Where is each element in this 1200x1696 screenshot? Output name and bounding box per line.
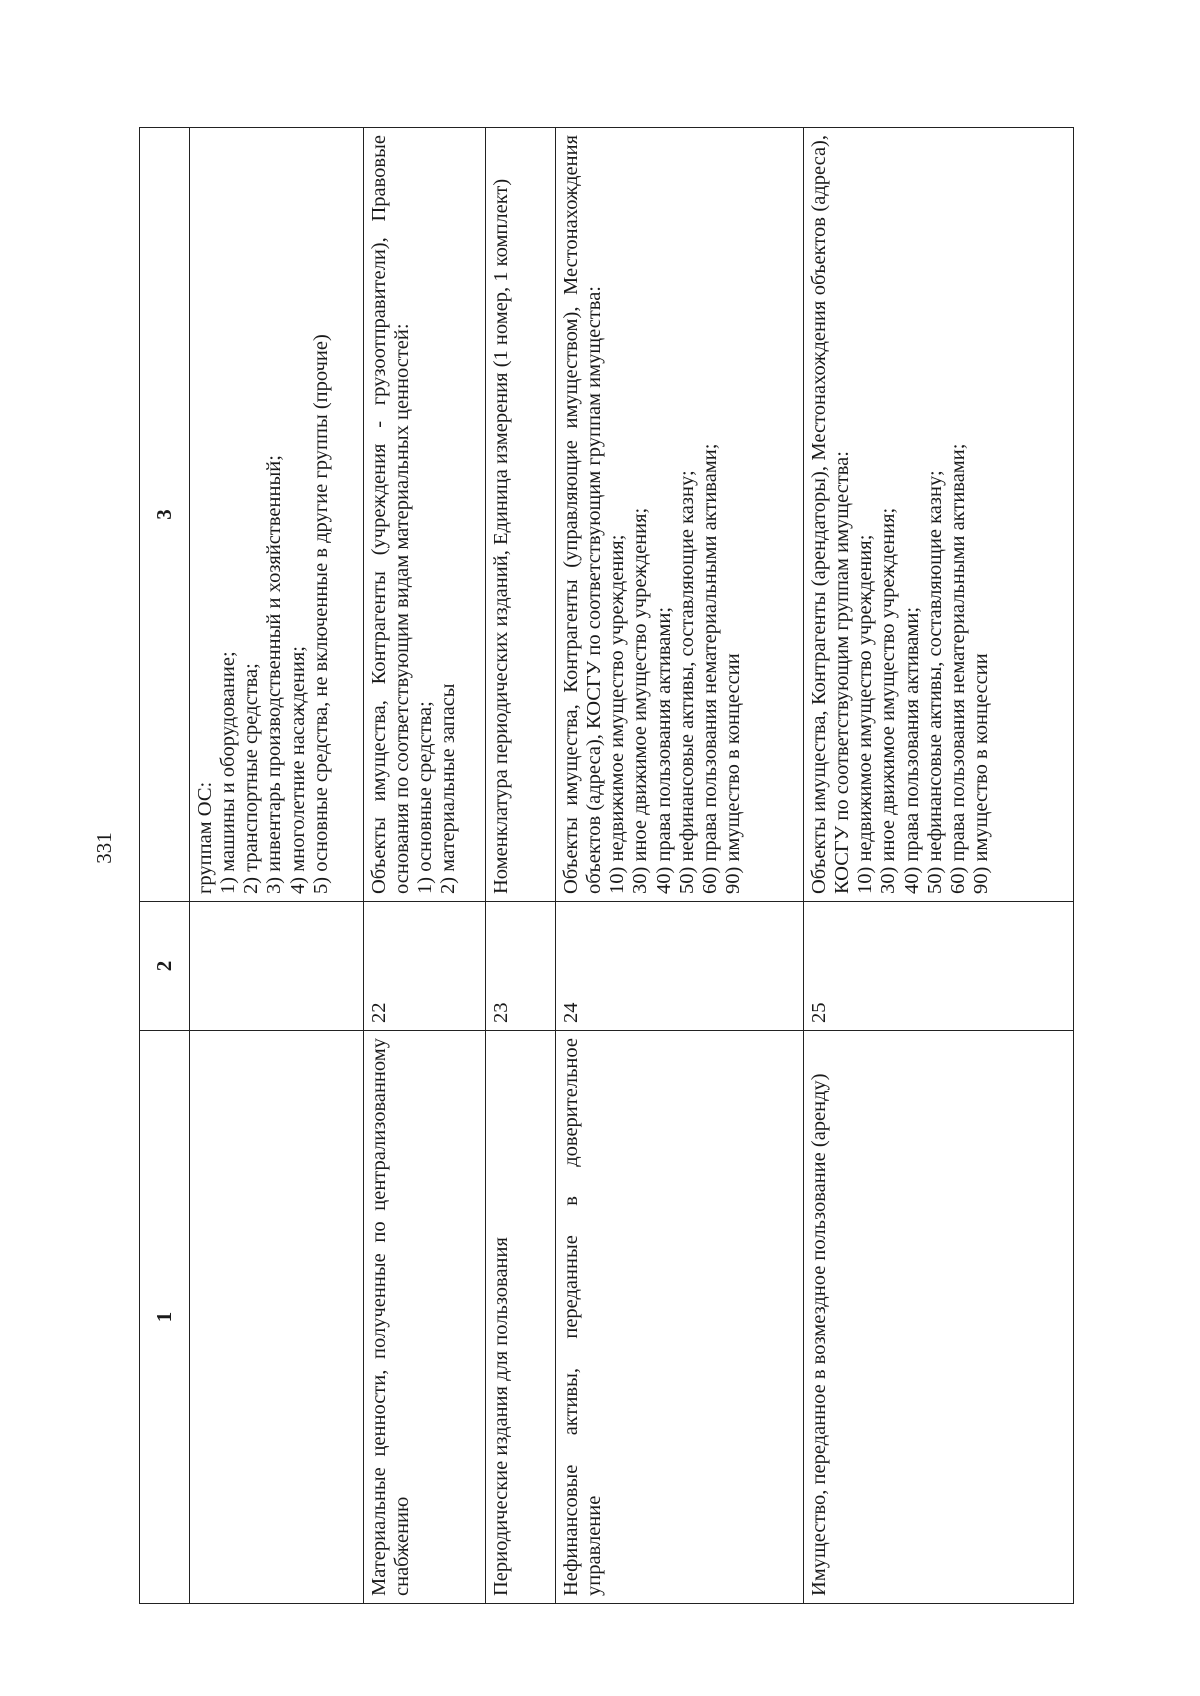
table-row bbox=[556, 128, 804, 1604]
page-number: 331 bbox=[92, 832, 116, 864]
analytics-line: Номенклатура периодических изданий, Единица измерения (1 номер, 1 комплект) bbox=[490, 178, 512, 894]
analytics-line: 60) права пользования нематериальными активами; bbox=[698, 443, 721, 894]
row-analytics bbox=[804, 128, 1074, 902]
analytics-line: 50) нефинансовые активы, составляющие казну; bbox=[675, 470, 698, 894]
row-analytics bbox=[364, 128, 486, 902]
analytics-line: 90) имущество в концессии bbox=[722, 653, 745, 894]
analytics-line: 30) иное движимое имущество учреждения; bbox=[877, 507, 900, 894]
row-name: Периодические издания для пользования bbox=[486, 1031, 556, 1604]
analytics-line: 60) права пользования нематериальными активами; bbox=[946, 443, 969, 894]
row-code: 23 bbox=[486, 902, 556, 1031]
analytics-line: 1) машины и оборудование; bbox=[217, 651, 240, 894]
row-name bbox=[190, 1031, 364, 1604]
header-col-1: 1 bbox=[140, 1031, 190, 1604]
accounting-table bbox=[139, 127, 1074, 1604]
analytics-line: группам ОС: bbox=[194, 781, 216, 894]
row-name: Материальные ценности, полученные по централизованному снабжению bbox=[364, 1031, 486, 1604]
analytics-line: 3) инвентарь производственный и хозяйственный; bbox=[263, 455, 286, 894]
row-analytics bbox=[190, 128, 364, 902]
row-analytics bbox=[486, 128, 556, 902]
row-code: 25 bbox=[804, 902, 1074, 1031]
analytics-line: 40) права пользования активами; bbox=[652, 606, 675, 894]
analytics-line: 90) имущество в концессии bbox=[970, 653, 993, 894]
analytics-line: 2) материальные запасы bbox=[437, 683, 460, 894]
analytics-line: 50) нефинансовые активы, составляющие казну; bbox=[923, 470, 946, 894]
row-name: Имущество, переданное в возмездное пользование (аренду) bbox=[804, 1031, 1074, 1604]
table-header-row bbox=[140, 128, 190, 1604]
analytics-line: 2) транспортные средства; bbox=[240, 663, 263, 894]
header-col-2: 2 bbox=[140, 902, 190, 1031]
row-name: Нефинансовые активы, переданные в доверительное управление bbox=[556, 1031, 804, 1604]
table-row bbox=[190, 128, 364, 1604]
row-code bbox=[190, 902, 364, 1031]
table-row bbox=[364, 128, 486, 1604]
row-code: 22 bbox=[364, 902, 486, 1031]
analytics-line: Объекты имущества, Контрагенты (управляющие имуществом), Местонахождения объектов (адреса), КОСГУ по соответствующим группам имущества: bbox=[560, 135, 606, 894]
row-analytics bbox=[556, 128, 804, 902]
analytics-line: 10) недвижимое имущество учреждения; bbox=[606, 534, 629, 894]
analytics-line: 10) недвижимое имущество учреждения; bbox=[854, 534, 877, 894]
analytics-line: Объекты имущества, Контрагенты (арендаторы), Местонахождения объектов (адреса), КОСГУ по соответствующим группам имущества: bbox=[808, 135, 854, 894]
rotated-table-page bbox=[139, 128, 1073, 1604]
analytics-line: 4) многолетние насаждения; bbox=[286, 645, 309, 894]
analytics-line: Объекты имущества, Контрагенты (учреждения - грузоотправители), Правовые основания по соответствующим видам материальных ценностей: bbox=[368, 135, 414, 894]
analytics-line: 5) основные средства, не включенные в другие группы (прочие) bbox=[309, 334, 332, 894]
analytics-line: 1) основные средства; bbox=[414, 701, 437, 894]
analytics-line: 30) иное движимое имущество учреждения; bbox=[629, 507, 652, 894]
table-row bbox=[804, 128, 1074, 1604]
analytics-line: 40) права пользования активами; bbox=[900, 606, 923, 894]
table-row bbox=[486, 128, 556, 1604]
header-col-3: 3 bbox=[140, 128, 190, 902]
row-code: 24 bbox=[556, 902, 804, 1031]
